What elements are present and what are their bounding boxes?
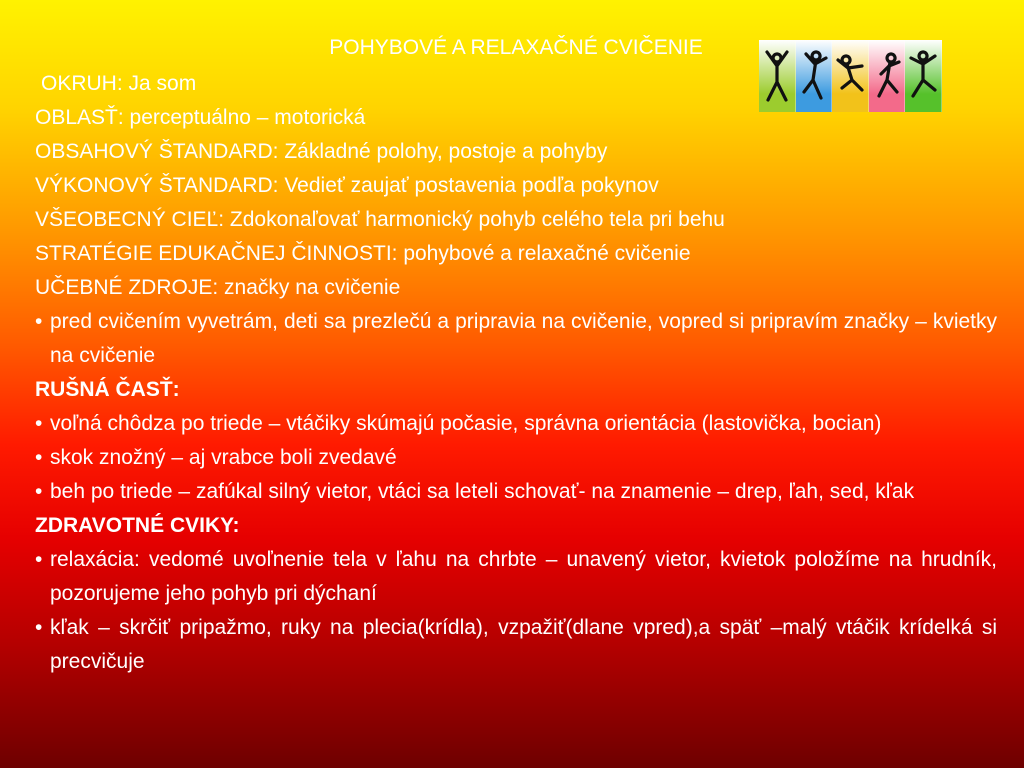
slide-content <box>35 67 997 679</box>
ucebne-zdroje-line: UČEBNÉ ZDROJE: značky na cvičenie <box>35 276 401 299</box>
intro-bullet-text: pred cvičením vyvetrám, deti sa prezlečú a pripravia na cvičenie, vopred si pripravím značky – kvietky na cvičenie <box>50 310 997 367</box>
rusna-cast-bullet <box>35 407 997 441</box>
rusna-cast-bullet-text: voľná chôdza po triede – vtáčiky skúmajú počasie, správna orientácia (lastovička, bocian) <box>50 412 882 435</box>
bullet-glyph: • <box>35 616 43 639</box>
rusna-cast-bullet <box>35 475 997 509</box>
okruh-line: OKRUH: Ja som <box>41 72 197 95</box>
bullet-glyph: • <box>35 310 43 333</box>
obsahovy-standard-line: OBSAHOVÝ ŠTANDARD: Základné polohy, postoje a pohyby <box>35 140 608 163</box>
rusna-cast-bullet <box>35 441 997 475</box>
rusna-cast-bullet-text: skok znožný – aj vrabce boli zvedavé <box>50 446 397 469</box>
strategie-line: STRATÉGIE EDUKAČNEJ ČINNOSTI: pohybové a relaxačné cvičenie <box>35 242 691 265</box>
oblast-line: OBLASŤ: perceptuálno – motorická <box>35 106 366 129</box>
intro-bullet <box>35 305 997 373</box>
vykonovy-standard-line: VÝKONOVÝ ŠTANDARD: Vedieť zaujať postavenia podľa pokynov <box>35 174 659 197</box>
rusna-cast-bullet-text: beh po triede – zafúkal silný vietor, vtáci sa leteli schovať- na znamenie – drep, ľah, sed, kľak <box>50 480 915 503</box>
rusna-cast-heading: RUŠNÁ ČASŤ: <box>35 378 180 401</box>
zdravotne-cviky-heading: ZDRAVOTNÉ CVIKY: <box>35 514 240 537</box>
bullet-glyph: • <box>35 412 43 435</box>
slide-title: POHYBOVÉ A RELAXAČNÉ CVIČENIE <box>329 36 703 59</box>
zdravotne-cviky-bullet <box>35 611 997 679</box>
bullet-glyph: • <box>35 480 43 503</box>
zdravotne-cviky-bullet <box>35 543 997 611</box>
zdravotne-cviky-bullet-text: relaxácia: vedomé uvoľnenie tela v ľahu na chrbte – unavený vietor, kvietok položíme na hrudník, pozorujeme jeho pohyb pri dýchaní <box>50 548 997 605</box>
zdravotne-cviky-bullet-text: kľak – skrčiť pripažmo, ruky na plecia(krídla), vzpažiť(dlane vpred),a späť –malý vtáčik krídelká si precvičuje <box>50 616 997 673</box>
bullet-glyph: • <box>35 446 43 469</box>
bullet-glyph: • <box>35 548 43 571</box>
vseobecny-ciel-line: VŠEOBECNÝ CIEĽ: Zdokonaľovať harmonický pohyb celého tela pri behu <box>35 208 725 231</box>
